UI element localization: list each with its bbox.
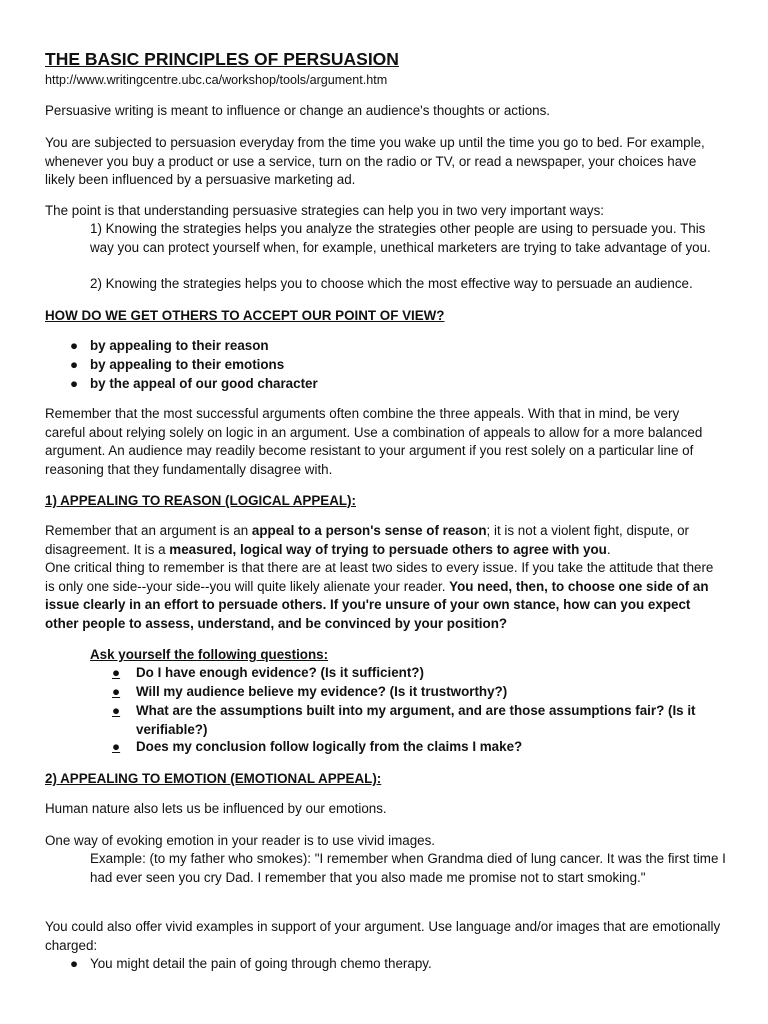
bullet-icon: ● [112, 739, 121, 754]
heading-how: HOW DO WE GET OTHERS TO ACCEPT OUR POINT OF VIEW? [45, 308, 445, 323]
heading-reason: 1) APPEALING TO REASON (LOGICAL APPEAL): [45, 493, 356, 508]
question-text: Does my conclusion follow logically from the claims I make? [136, 739, 523, 754]
subjected-paragraph: You are subjected to persuasion everyday from the time you wake up until the time you go to bed. For example, whenever you buy a product or use a service, turn on the radio or TV, or read a newspaper, your choices have likely been influenced by a persuasive marketing ad. [45, 135, 705, 187]
bullet-icon: ● [70, 376, 79, 391]
question-text: What are the assumptions built into my argument, and are those assumptions fair? (Is it verifiable?) [136, 703, 696, 737]
intro-paragraph: Persuasive writing is meant to influence or change an audience's thoughts or actions. [45, 103, 550, 118]
could-paragraph: You could also offer vivid examples in support of your argument. Use language and/or images that are emotionally charged: [45, 919, 721, 953]
page-title: THE BASIC PRINCIPLES OF PERSUASION [45, 49, 399, 69]
appeal-label: by appealing to their emotions [90, 357, 285, 372]
bullet-icon: ● [70, 338, 79, 353]
bullet-icon: ● [112, 684, 121, 699]
bullet-icon: ● [70, 956, 79, 971]
reason-paragraph: Remember that an argument is an appeal to a person's sense of reason; it is not a violent fight, dispute, or disagreement. It is a measured, logical way of trying to persuade others to agree with you. One critical thing to remember is that there are at least two sides to every issue. If you take the attitude that there is only one side--your side--you will quite likely alienate your reader. You need, then, to choose one side of an issue clearly in an effort to persuade others. If you're unsure of your own stance, how can you expect other people to assess, understand, and be convinced by your position? [45, 523, 714, 631]
human-paragraph: Human nature also lets us be influenced by our emotions. [45, 801, 387, 816]
heading-emotion: 2) APPEALING TO EMOTION (EMOTIONAL APPEAL): [45, 771, 382, 786]
list-item-text: You might detail the pain of going through chemo therapy. [90, 956, 432, 971]
bullet-icon: ● [112, 703, 121, 718]
source-url: http://www.writingcentre.ubc.ca/workshop/tools/argument.htm [45, 73, 388, 87]
appeal-label: by appealing to their reason [90, 338, 269, 353]
question-text: Will my audience believe my evidence? (Is it trustworthy?) [136, 684, 508, 699]
point-paragraph: The point is that understanding persuasive strategies can help you in two very important ways: [45, 203, 604, 218]
question-text: Do I have enough evidence? (Is it sufficient?) [136, 665, 424, 680]
one-way-paragraph: One way of evoking emotion in your reader is to use vivid images. [45, 833, 436, 848]
point-2: 2) Knowing the strategies helps you to choose which the most effective way to persuade an audience. [90, 276, 693, 291]
ask-heading: Ask yourself the following questions: [90, 647, 329, 662]
remember-paragraph: Remember that the most successful arguments often combine the three appeals. With that in mind, be very careful about relying solely on logic in an argument. Use a combination of appeals to allow for a more balanced argument. An audience may readily become resistant to your argument if you rest solely on a particular line of reasoning that they fundamentally disagree with. [45, 406, 703, 477]
bullet-icon: ● [112, 665, 121, 680]
example-paragraph: Example: (to my father who smokes): "I remember when Grandma died of lung cancer. It was the first time I had ever seen you cry Dad. I remember that you also made me promise not to start smoking." [90, 851, 726, 885]
point-1: 1) Knowing the strategies helps you analyze the strategies other people are using to persuade you. This way you can protect yourself when, for example, unethical marketers are trying to take advantage of you. [90, 221, 711, 255]
bullet-icon: ● [70, 357, 79, 372]
appeal-label: by the appeal of our good character [90, 376, 318, 391]
